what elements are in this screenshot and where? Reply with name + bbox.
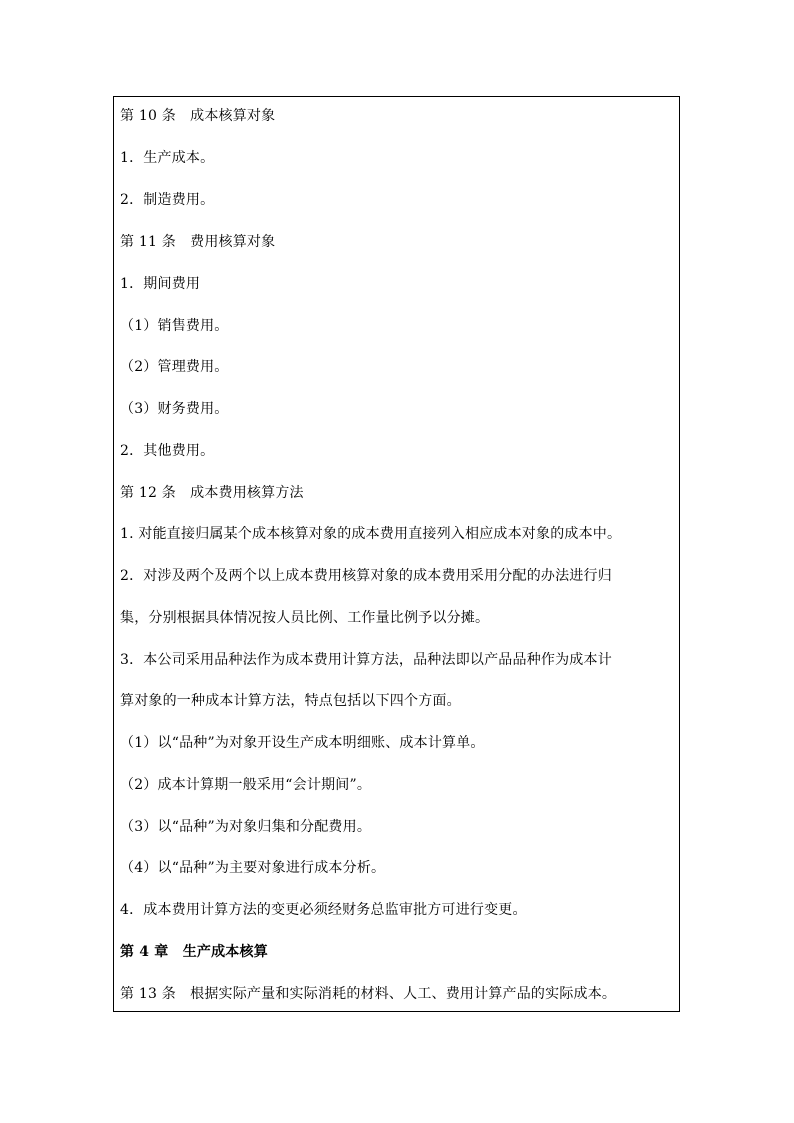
chapter-4-heading: 第 4 章 生产成本核算	[120, 944, 268, 960]
paragraph-line: 算对象的一种成本计算方法，特点包括以下四个方面。	[120, 693, 461, 709]
sub-list-item: （4）以“品种”为主要对象进行成本分析。	[120, 860, 386, 876]
sub-list-item: （1）以“品种”为对象开设生产成本明细账、成本计算单。	[120, 735, 485, 751]
paragraph-line: 4．成本费用计算方法的变更必须经财务总监审批方可进行变更。	[120, 902, 527, 918]
article-13-heading: 第 13 条 根据实际产量和实际消耗的材料、人工、费用计算产品的实际成本。	[120, 986, 617, 1002]
sub-list-item: （3）以“品种”为对象归集和分配费用。	[120, 819, 372, 835]
paragraph-line: 集，分别根据具体情况按人员比例、工作量比例予以分摊。	[120, 610, 490, 626]
sub-list-item: （1）销售费用。	[120, 318, 229, 334]
article-11-heading: 第 11 条 费用核算对象	[120, 234, 276, 250]
sub-list-item: （3）财务费用。	[120, 401, 229, 417]
paragraph-line: 2．对涉及两个及两个以上成本费用核算对象的成本费用采用分配的办法进行归	[120, 568, 612, 584]
sub-list-item: （2）成本计算期一般采用“会计期间”。	[120, 777, 372, 793]
list-item: 1．生产成本。	[120, 150, 215, 166]
list-item: 1．期间费用	[120, 276, 201, 292]
sub-list-item: （2）管理费用。	[120, 359, 229, 375]
article-10-heading: 第 10 条 成本核算对象	[120, 108, 276, 124]
paragraph-line: 1. 对能直接归属某个成本核算对象的成本费用直接列入相应成本对象的成本中。	[120, 526, 622, 542]
document-frame	[113, 96, 680, 1012]
paragraph-line: 3．本公司采用品种法作为成本费用计算方法，品种法即以产品品种作为成本计	[120, 652, 612, 668]
article-12-heading: 第 12 条 成本费用核算方法	[120, 485, 304, 501]
list-item: 2．其他费用。	[120, 443, 215, 459]
list-item: 2．制造费用。	[120, 192, 215, 208]
